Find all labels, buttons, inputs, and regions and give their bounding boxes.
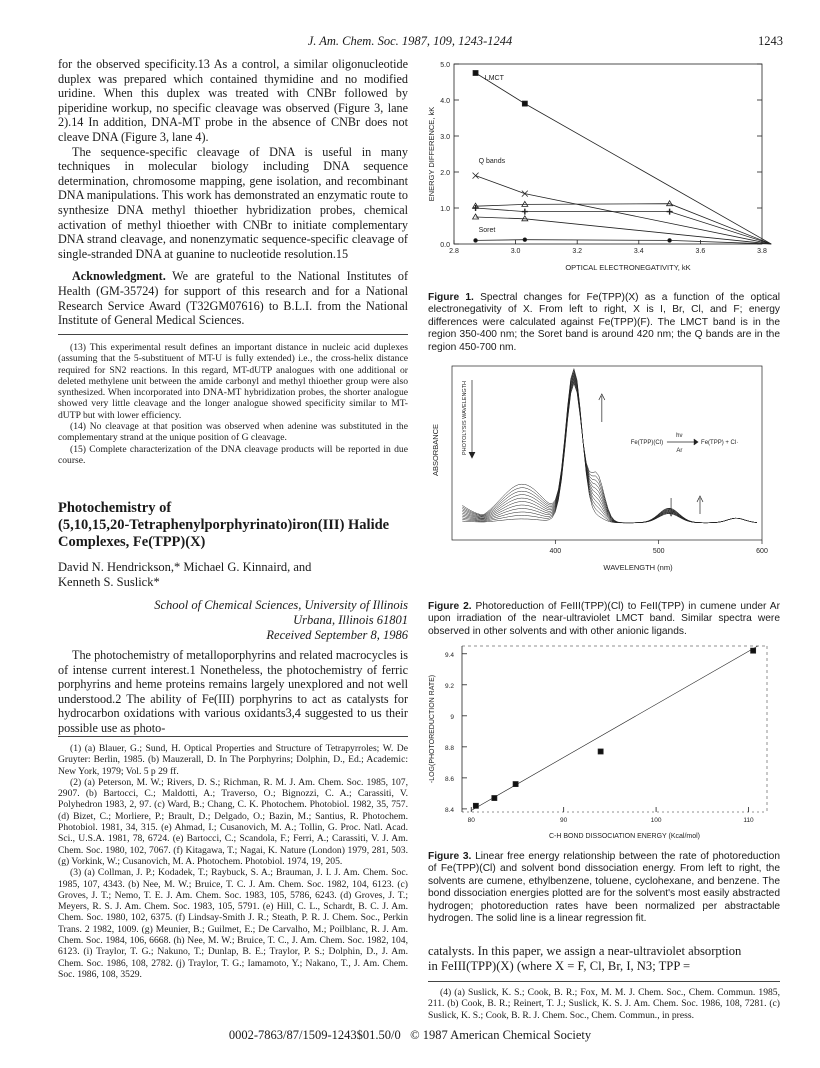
figure-3-chart — [422, 636, 782, 846]
x-tick-label: 600 — [756, 548, 768, 555]
data-point — [667, 209, 673, 215]
annotation: PHOTOLYSIS WAVELENGTH — [462, 380, 468, 456]
annotation: Fe(TPP) + Cl· — [701, 440, 739, 446]
annotation: Soret — [478, 227, 496, 235]
annotation: Ar — [676, 448, 683, 454]
figure-1-caption: Figure 1. Spectral changes for Fe(TPP)(X) as a function of the optical electronegativity of X. From left to right, X is I, Br, Cl, and F; energy differences were calculated against Fe(TPP)(F). The LMCT band is in the region 350-400 nm; the Soret band is around 420 nm; the Q bands are in the region 450-700 nm. — [428, 292, 780, 353]
data-point — [522, 101, 527, 106]
data-point — [474, 239, 478, 243]
x-tick-label: 110 — [743, 817, 754, 824]
y-tick-label: 0.0 — [440, 242, 450, 249]
x-tick-label: 400 — [549, 548, 562, 555]
y-tick-label: 3.0 — [440, 134, 450, 141]
x-tick-label: 80 — [467, 817, 475, 824]
right-body: catalysts. In this paper, we assign a near-ultraviolet absorption in FeIII(TPP)(X) (where X = F, Cl, Br, I, N3; TPP = — [428, 944, 742, 973]
absorbance-trace — [462, 374, 757, 522]
divider — [428, 981, 780, 982]
figure-3-caption: Figure 3. Linear free energy relationship between the rate of photoreduction of Fe(TPP)(Cl) and solvent bond dissociation energy. From left to right, the solvents are cumene, ethylbenzene, toluene, cyclohexane, and benzene. The bond dissociation energies plotted are for the solvent's most easily abstracted hydrogen; photoreduction rates have been normalized per abstractable hydrogen. The solid line is a linear regression fit. — [428, 851, 780, 925]
ref-1: (1) (a) Blauer, G.; Sund, H. Optical Properties and Structure of Tetrapyrroles; W. De Gruyter: Berlin, 1985. (b) Mauzerall, D. In The Porphyrins; Dolphin, D., Ed.; Academic: New York, 1979; Vol. 5 p 29 ff. — [58, 743, 408, 777]
absorbance-trace — [462, 382, 757, 523]
absorbance-trace — [462, 380, 757, 523]
body-paragraph: The photochemistry of metalloporphyrins and related macrocycles is of intense current interest.1 Nonetheless, the photochemistry of ferric porphyrins and heme proteins remains largely unexplored and not well understood.2 The ability of Fe(III) porphyrins to act as catalysts for hydrocarbon oxidations with various oxidants3,4 suggested to us their possible use as photo- — [58, 648, 408, 735]
data-point — [522, 216, 528, 221]
data-point — [513, 782, 518, 787]
y-axis-label: ABSORBANCE — [431, 423, 440, 477]
figure-1-chart — [422, 54, 782, 286]
data-point — [522, 209, 528, 215]
x-tick-label: 3.6 — [695, 248, 706, 255]
annotation: Fe(TPP)(Cl) — [630, 440, 664, 446]
y-tick-label: 9.4 — [444, 651, 454, 659]
ref-2: (2) (a) Peterson, M. W.; Rivers, D. S.; Richman, R. M. J. Am. Chem. Soc. 1985, 107, 2907. (b) Bartocci, C.; Maldotti, A.; Traverso, O.; Bignozzi, C. A.; Carassiti, V. Polyhedron 1983, 2, 97. (c) Ward, B.; Chang, C. K. Photochem. Photobiol. 1982, 35, 757. (d) Bizet, C.; Morliere, P.; Brault, D.; Delgado, O.; Bazin, M.; Santius, R. Photochem. Photobiol. 1981, 34, 315. (e) Ahmad, I.; Cusanovich, M. A.; Tollin, G. Proc. Natl. Acad. Sci., U.S.A. 1981, 78, 6724. (e) Bartocci, C.; Scandola, F.; Ferri, A.; Carassiti, V. J. Am. Chem. Soc. 1980, 102, 7067. (f) Kitagawa, T.; Nagai, K. Nature (London) 1979, 281, 503. (g) Vorkink, W.; Cusanovich, M. A. Photochem. Photobiol. 1974, 19, 205. — [58, 776, 408, 867]
footnote-14: (14) No cleavage at that position was observed when adenine was substituted in the complementary strand at the unique position of G cleavage. — [58, 421, 408, 444]
running-header: J. Am. Chem. Soc. 1987, 109, 1243-1244 — [307, 34, 513, 48]
x-tick-label: 100 — [650, 817, 662, 824]
data-point — [473, 803, 478, 808]
x-tick-label: 3.4 — [633, 248, 644, 255]
absorbance-trace — [462, 373, 757, 523]
x-axis-label: C-H BOND DISSOCIATION ENERGY (Kcal/mol) — [548, 833, 701, 840]
footnote-13: (13) This experimental result defines an important distance in nucleic acid duplexes (assuming that the 5-substituent of MT-U is fully extended) i.e., the cross-helix distance required for SN2 reactions. In this regard, MT-dUTP analogues with one additional or deleted methylene unit between the amide carbonyl and methyl thioether group were also synthesized. When incorporated into DNA-MT hybridization probes, the shorter analogue showed very little cleavage and the longer analogue showed specificity similar to MT-dUTP but with lower efficiency. — [58, 342, 408, 421]
y-tick-label: 8.4 — [444, 806, 454, 814]
data-point — [492, 796, 497, 801]
page-number: 1243 — [758, 34, 783, 48]
y-axis-label: -LOG(PHOTOREDUCTION RATE) — [429, 674, 436, 784]
data-point — [598, 749, 603, 754]
acknowledgment: Acknowledgment. We are grateful to the National Institutes of Health (GM-35724) for support of this research and for a National Research Service Award (T32GM07616) to B.L.I. from the National Institute of General Medical Sciences. — [58, 269, 409, 328]
photolysis-arrowhead — [469, 452, 475, 458]
series-line — [476, 240, 772, 244]
absorbance-trace — [462, 370, 757, 523]
footnotes-bottom — [58, 743, 408, 980]
data-point — [473, 214, 479, 219]
left-body-bottom — [58, 648, 408, 736]
x-tick-label: 90 — [560, 817, 568, 824]
reaction-arrowhead — [694, 439, 698, 445]
y-tick-label: 4.0 — [440, 98, 450, 105]
footnotes-top — [58, 342, 408, 466]
absorbance-trace — [462, 372, 757, 523]
y-tick-label: 9.2 — [444, 682, 454, 690]
left-body-top — [58, 57, 408, 328]
y-tick-label: 5.0 — [440, 62, 450, 69]
figure-2-caption: Figure 2. Photoreduction of FeIII(TPP)(Cl) to FeII(TPP) in cumene under Ar upon irradiation of the near-ultraviolet LMCT band. Similar spectra were observed in other solvents and with other anionic ligands. — [428, 601, 780, 637]
plot-frame — [454, 64, 762, 244]
annotation: LMCT — [484, 75, 504, 83]
annotation: Q bands — [478, 158, 506, 165]
divider — [58, 736, 408, 737]
x-tick-label: 3.2 — [572, 248, 583, 255]
intro-paragraph: for the observed specificity.13 As a control, a similar oligonucleotide duplex was prepared which contained thymidine and no modified uridine. When this duplex was treated with CNBr followed by piperidine workup, no specific cleavage was observed (Figure 3, lane 2).14 In addition, DNA-MT probe in the absence of CNBr does not cleave DNA (Figure 3, lane 4). — [58, 57, 408, 144]
footnote-15: (15) Complete characterization of the DNA cleavage products will be reported in due course. — [58, 443, 408, 466]
y-tick-label: 9 — [450, 713, 454, 721]
plot-frame — [452, 366, 762, 540]
data-point — [522, 191, 528, 197]
data-point — [473, 173, 479, 179]
affiliation: School of Chemical Sciences, University of Illinois Urbana, Illinois 61801 Received September 8, 1986 — [154, 598, 408, 642]
divider — [58, 334, 408, 335]
figure-2-chart — [422, 360, 782, 590]
y-tick-label: 1.0 — [440, 206, 450, 213]
data-point — [523, 238, 527, 242]
footer: 0002-7863/87/1509-1243$01.50/0 © 1987 American Chemical Society — [228, 1028, 592, 1042]
x-tick-label: 3.0 — [510, 248, 521, 255]
series-line — [476, 204, 772, 244]
ref-3: (3) (a) Collman, J. P.; Kodadek, T.; Raybuck, S. A.; Brauman, J. I. J. Am. Chem. Soc. 1985, 107, 4343. (b) Nee, M. W.; Bruice, T. C. J. Am. Chem. Soc. 1982, 104, 6123. (c) Groves, J. T.; Nemo, T. E. J. Am. Chem. Soc. 1983, 105, 5786, 6243. (d) Groves, J. T.; Meyers, R. S. J. Am. Chem. Soc. 1983, 105, 5791. (e) Hill, C. L., Schardt, B. C. J. Am. Chem. Soc. 1980, 102, 6375. (f) Lindsay-Smith J. R.; Steath, P. R. J. Chem. Soc., Perkin Trans. 2 1982, 1009. (g) Meunier, B.; Guilmet, E.; De Carvalho, M.; Poilblanc, R. J. Am. Chem. Soc. 1984, 106, 6668. (h) Nee, M. W.; Bruice, T. C., J. Am. Chem. Soc. 1982, 104, 6123. (i) Traylor, T. G.; Nakuno, T.; Dunlap, B. E.; Traylor, P. S.; Dolphin, D., J. Am. Chem. Soc. 1986, 108, 2782. (j) Traylor, T. G.; Iamamoto, Y.; Nakano, T., J. Am. Chem. Soc. 1986, 108, 3529. — [58, 867, 408, 980]
x-axis-label: WAVELENGTH (nm) — [603, 563, 673, 572]
x-tick-label: 2.8 — [449, 248, 459, 255]
data-point — [473, 71, 478, 76]
absorbance-trace — [462, 380, 757, 523]
y-tick-label: 8.8 — [444, 744, 454, 752]
series-line — [476, 176, 772, 244]
y-axis-label: ENERGY DIFFERENCE, kK — [427, 106, 436, 202]
paragraph-2: The sequence-specific cleavage of DNA is useful in many techniques in molecular biology including DNA sequence determination, chromosome mapping, gene isolation, and recombinant DNA manipulations. This work has demonstrated an enzymatic route to synthesize DNA methyl thioether hybridization probes, chemical activation of methyl thioether with CNBr to initiate complementary DNA strand cleavage, and nonenzymatic sequence-specific cleavage of single-stranded DNA at guanine to nucleotide resolution.15 — [58, 144, 408, 261]
x-axis-label: OPTICAL ELECTRONEGATIVITY, kK — [565, 263, 691, 272]
y-tick-label: 2.0 — [440, 170, 450, 177]
y-tick-label: 8.6 — [444, 775, 454, 783]
data-point — [667, 201, 673, 206]
data-point — [522, 201, 528, 206]
ref-4: (4) (a) Suslick, K. S.; Cook, B. R.; Fox, M. M. J. Chem. Soc., Chem. Commun. 1985, 211. (b) Cook, B. R.; Reinert, T. J.; Suslick, K. S. J. Am. Chem. Soc. 1986, 108, 7281. (c) Suslick, K. S.; Cook, B. R. J. Chem. Soc., Chem. Commun., in press. — [428, 987, 780, 1021]
annotation: hν — [676, 433, 683, 439]
authors: David N. Hendrickson,* Michael G. Kinnaird, and Kenneth S. Suslick* — [58, 560, 312, 589]
x-tick-label: 3.8 — [757, 248, 767, 255]
data-point — [751, 648, 756, 653]
data-point — [668, 239, 672, 243]
article-title: Photochemistry of (5,10,15,20-Tetraphenylporphyrinato)iron(III) Halide Complexes, Fe(TPP)(X) — [58, 500, 390, 550]
x-tick-label: 500 — [652, 548, 665, 555]
